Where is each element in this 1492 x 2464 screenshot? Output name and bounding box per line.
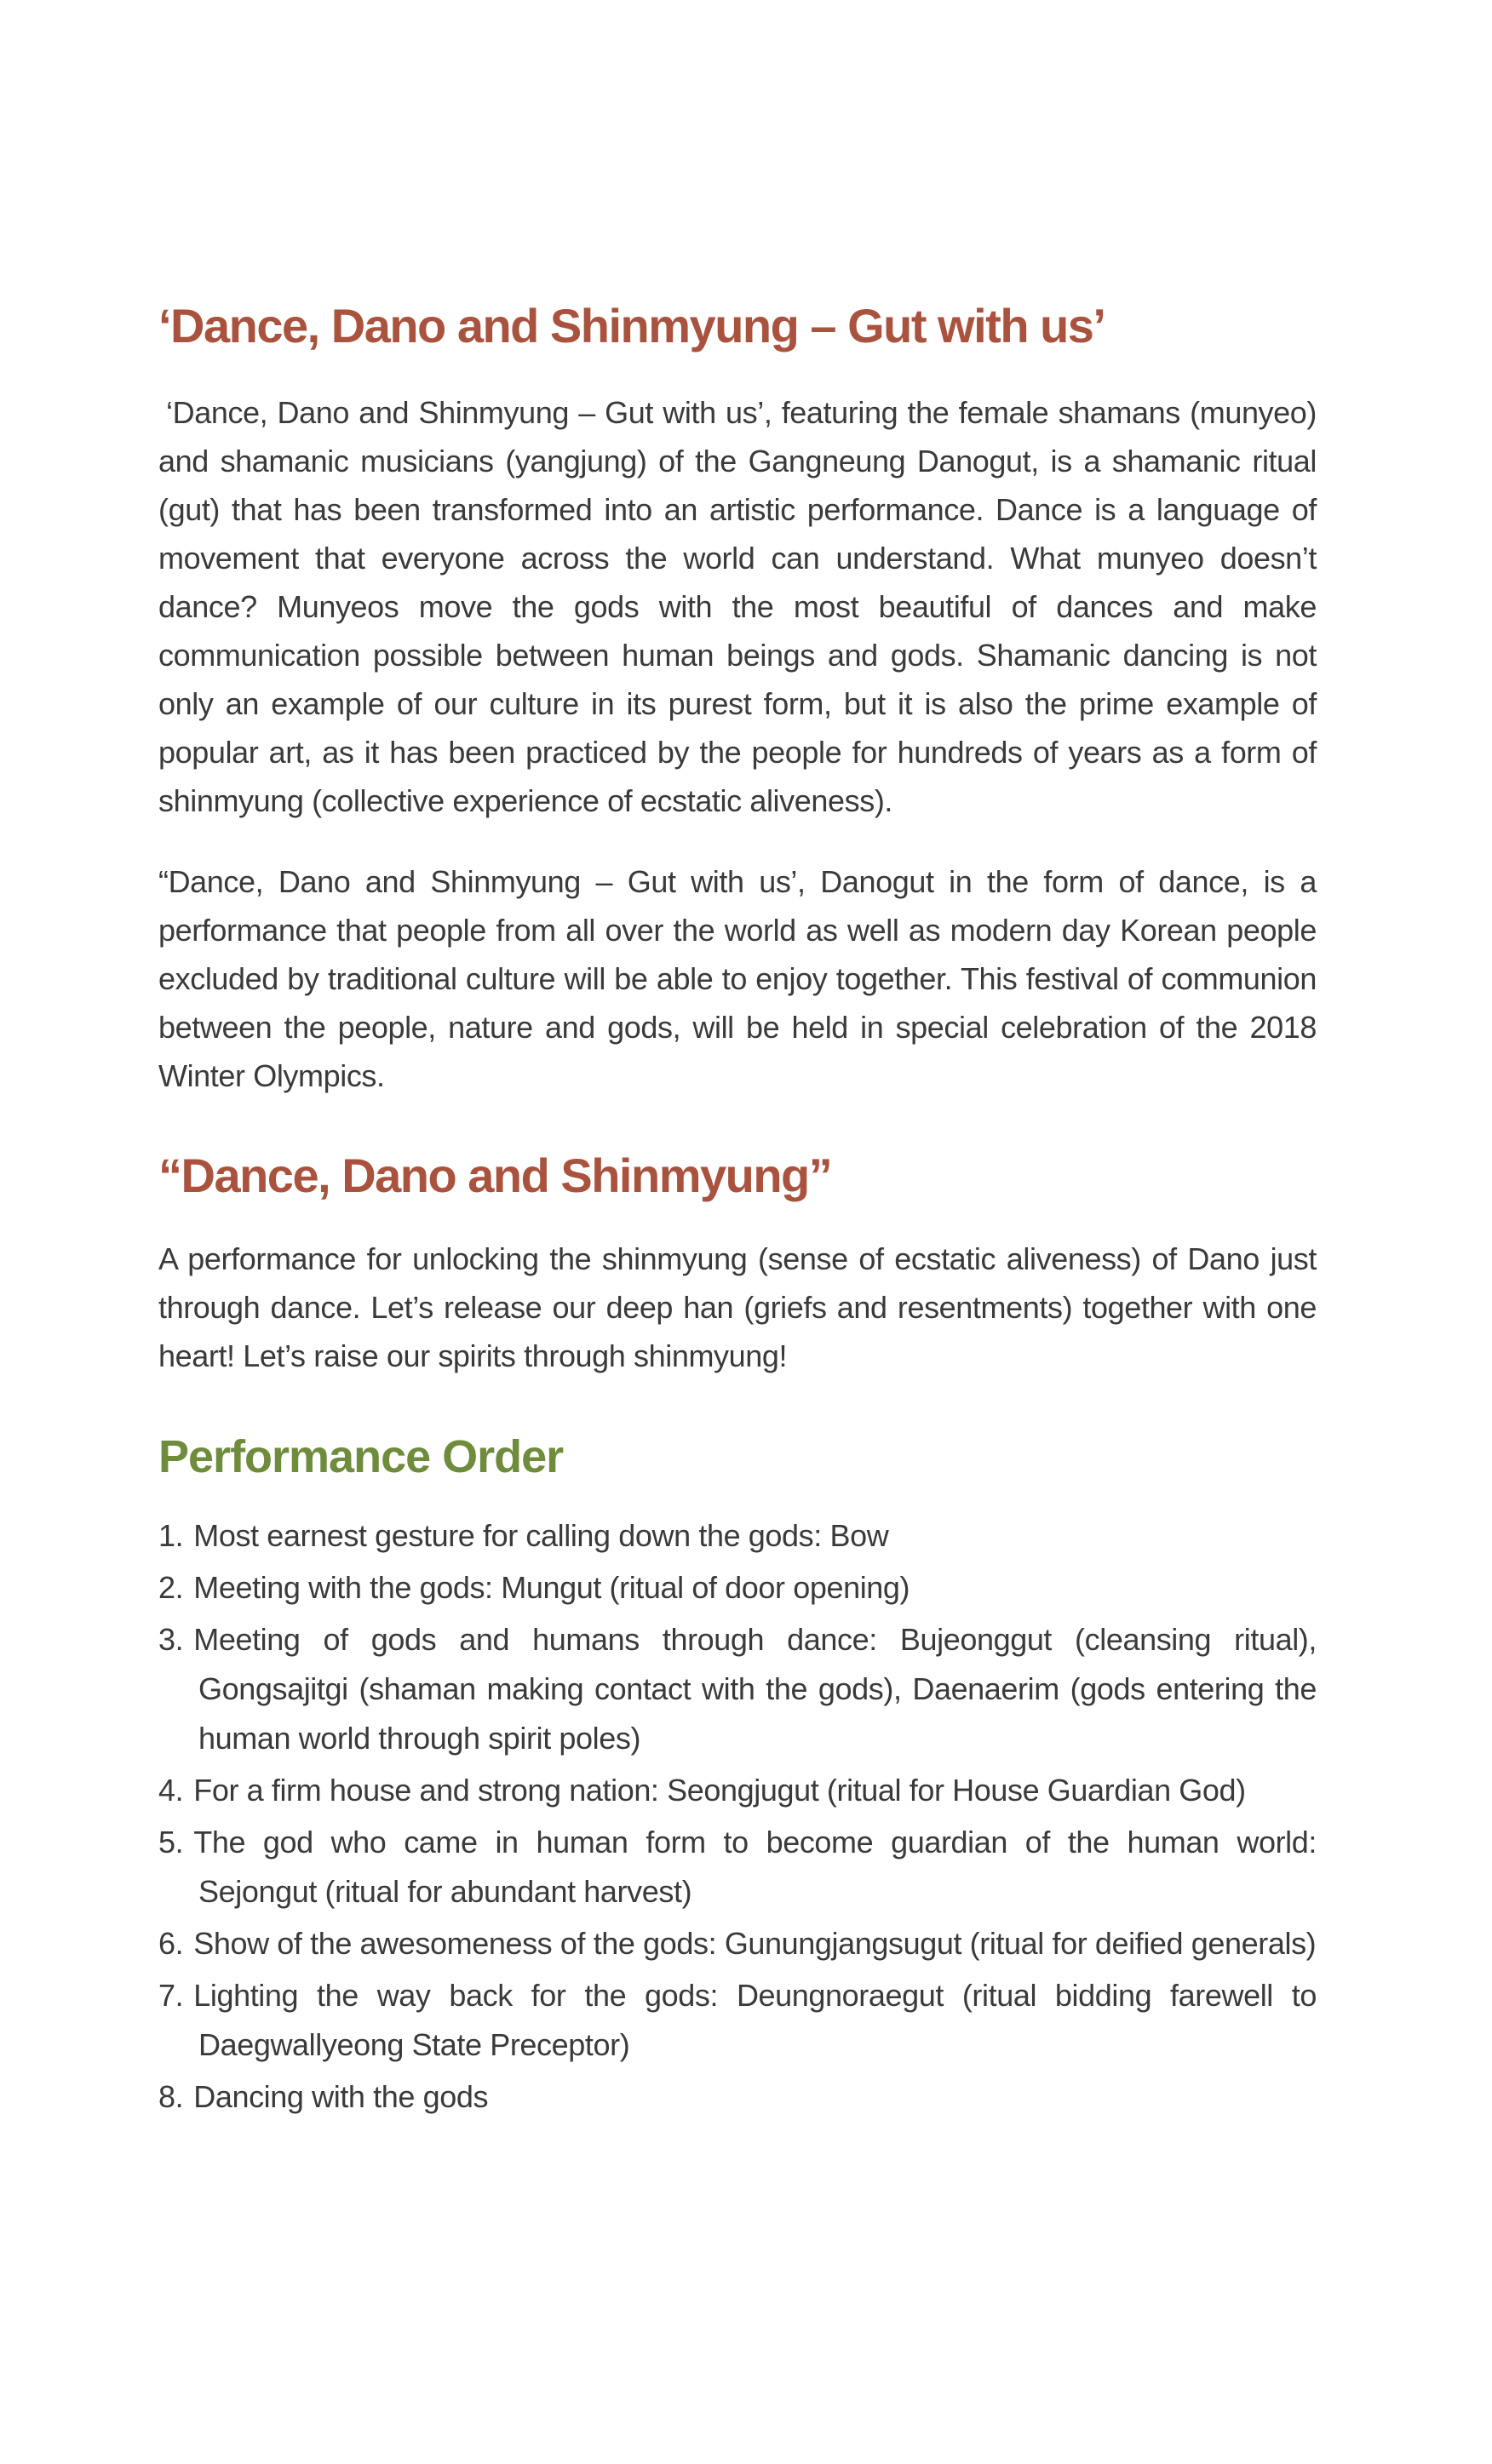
performance-order-heading: Performance Order: [158, 1431, 564, 1482]
list-item-number: 8.: [158, 2079, 184, 2114]
list-item-text: Dancing with the gods: [193, 2079, 489, 2114]
list-item: [158, 1766, 1317, 1815]
list-item: [158, 1511, 1317, 1561]
main-title: ‘Dance, Dano and Shinmyung – Gut with us’: [158, 299, 1105, 352]
subtitle-paragraph: A performance for unlocking the shinmyung (sense of ecstatic aliveness) of Dano just through dance. Let’s release our deep han (griefs and resentments) together with one heart! Let’s raise our spirits through shinmyung!: [158, 1241, 1317, 1373]
list-item-number: 5.: [158, 1825, 184, 1859]
list-item-text: Meeting with the gods: Mungut (ritual of door opening): [193, 1570, 910, 1605]
list-item-number: 2.: [158, 1570, 184, 1605]
list-item: [158, 1919, 1317, 1968]
list-item-number: 1.: [158, 1518, 184, 1553]
list-item-text: Meeting of gods and humans through dance: Bujeonggut (cleansing ritual), Gongsajitgi (shaman making contact with the gods), Daenaerim (gods entering the human world through spirit poles): [193, 1622, 1317, 1756]
list-item-number: 4.: [158, 1773, 184, 1808]
list-item: [158, 1563, 1317, 1613]
festival-paragraph: “Dance, Dano and Shinmyung – Gut with us’, Danogut in the form of dance, is a performance that people from all over the world as well as modern day Korean people excluded by traditional culture will be able to enjoy together. This festival of communion between the people, nature and gods, will be held in special celebration of the 2018 Winter Olympics.: [158, 864, 1317, 1093]
subtitle: “Dance, Dano and Shinmyung”: [158, 1149, 832, 1202]
list-item: [158, 1971, 1317, 2070]
list-item-number: 6.: [158, 1926, 184, 1961]
list-item-text: For a firm house and strong nation: Seongjugut (ritual for House Guardian God): [193, 1773, 1246, 1808]
list-item-text: The god who came in human form to become guardian of the human world: Sejongut (ritual for abundant harvest): [193, 1825, 1317, 1909]
list-item: [158, 1615, 1317, 1763]
list-item-number: 3.: [158, 1622, 184, 1657]
list-item-text: Lighting the way back for the gods: Deungnoraegut (ritual bidding farewell to Daegwallyeong State Preceptor): [193, 1978, 1317, 2062]
intro-paragraph: ‘Dance, Dano and Shinmyung – Gut with us’, featuring the female shamans (munyeo) and shamanic musicians (yangjung) of the Gangneung Danogut, is a shamanic ritual (gut) that has been transformed into an artistic performance. Dance is a language of movement that everyone across the world can understand. What munyeo doesn’t dance? Munyeos move the gods with the most beautiful of dances and make communication possible between human beings and gods. Shamanic dancing is not only an example of our culture in its purest form, but it is also the prime example of popular art, as it has been practiced by the people for hundreds of years as a form of shinmyung (collective experience of ecstatic aliveness).: [158, 395, 1317, 818]
list-item: [158, 1818, 1317, 1917]
list-item-text: Show of the awesomeness of the gods: Gunungjangsugut (ritual for deified generals): [193, 1926, 1317, 1961]
performance-order-list: [158, 1511, 1317, 2122]
list-item-text: Most earnest gesture for calling down the gods: Bow: [193, 1518, 889, 1553]
list-item-number: 7.: [158, 1978, 184, 2013]
list-item: [158, 2072, 1317, 2122]
page-content: [158, 296, 1317, 2122]
